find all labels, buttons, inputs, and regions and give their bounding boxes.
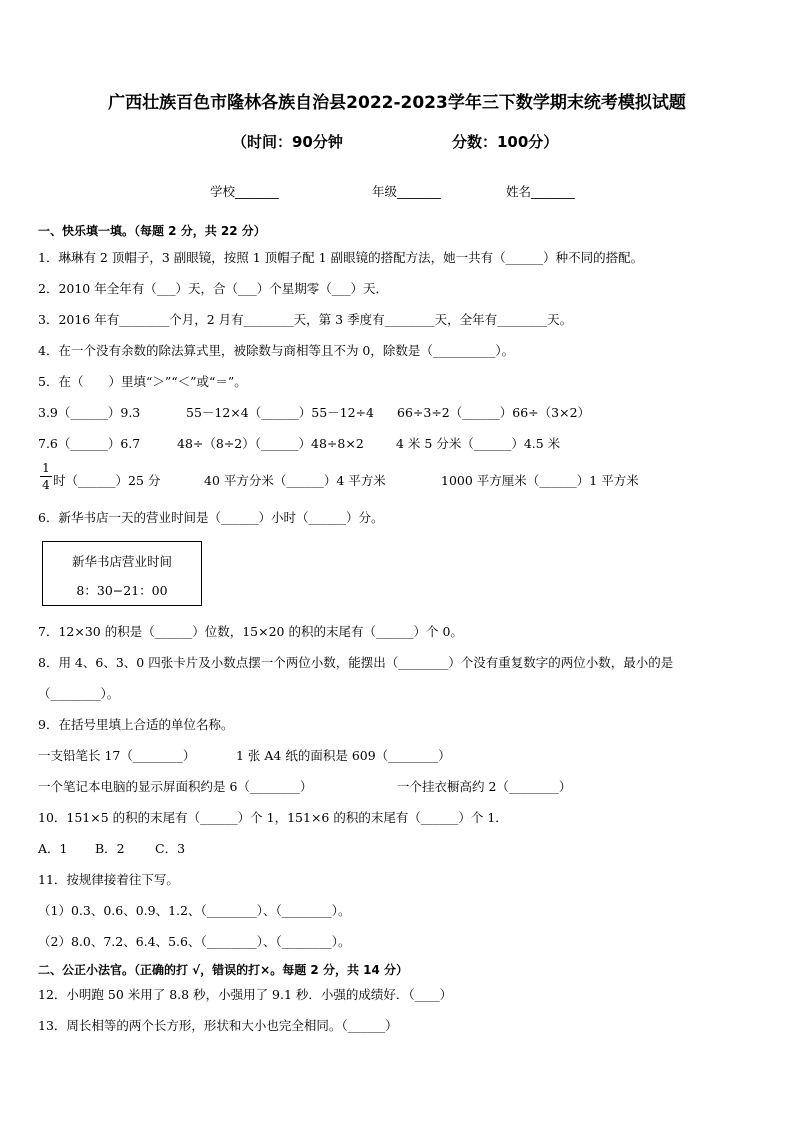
question-1: 1．琳琳有 2 顶帽子，3 副眼镜，按照 1 顶帽子配 1 副眼镜的搭配方法，她一共有（______）种不同的搭配。 <box>38 250 644 265</box>
q9-item-b: 1 张 A4 纸的面积是 609（________） <box>236 748 451 763</box>
store-hours-title: 新华书店营业时间 <box>71 554 172 569</box>
section-1-heading: 一、快乐填一填。（每题 2 分，共 22 分） <box>38 224 266 238</box>
fraction-denominator: 4 <box>42 478 50 492</box>
page-title: 广西壮族百色市隆林各族自治县2022-2023学年三下数学期末统考模拟试题 <box>108 93 686 113</box>
question-10: 10．151×5 的积的末尾有（______）个 1，151×6 的积的末尾有（______）个 1． <box>38 810 508 825</box>
q9-item-a: 一支铅笔长 17（________） <box>38 748 196 763</box>
grade-field: 年级_______ <box>372 184 441 199</box>
fraction-one-quarter <box>40 461 52 492</box>
question-2: 2．2010 年全年有（___）天，合（___）个星期零（___）天． <box>38 281 388 296</box>
name-field: 姓名_______ <box>506 184 575 199</box>
question-13: 13．周长相等的两个长方形，形状和大小也完全相同。（______） <box>38 1018 398 1033</box>
q10-option-a: A．1 <box>38 841 68 856</box>
q5-compare-2: 55－12×4（______）55－12÷4 <box>186 405 374 420</box>
question-3: 3．2016 年有________个月，2 月有________天，第 3 季度有________天，全年有________天。 <box>38 312 573 327</box>
q9-item-c: 一个笔记本电脑的显示屏面积约是 6（________） <box>38 779 313 794</box>
question-7: 7．12×30 的积是（______）位数，15×20 的积的末尾有（______）个 0。 <box>38 624 463 639</box>
q5-compare-7: 时（______）25 分 <box>53 473 161 488</box>
fraction-numerator: 1 <box>42 461 50 475</box>
question-8-line-2: （________）。 <box>38 686 120 701</box>
question-5-stem: 5．在（ ）里填“＞”“＜”或“＝”。 <box>38 374 247 389</box>
store-hours-time: 8：30−21：00 <box>76 583 168 598</box>
q5-compare-8: 40 平方分米（______）4 平方米 <box>204 473 386 488</box>
q9-item-d: 一个挂衣橱高约 2（________） <box>397 779 572 794</box>
q5-compare-1: 3.9（______）9.3 <box>38 405 141 420</box>
question-6: 6．新华书店一天的营业时间是（______）小时（______）分。 <box>38 510 384 525</box>
exam-score: 分数：100分） <box>452 133 559 151</box>
q10-option-b: B．2 <box>95 841 125 856</box>
question-4: 4．在一个没有余数的除法算式里，被除数与商相等且不为 0，除数是（__________）。 <box>38 343 515 358</box>
q5-compare-9: 1000 平方厘米（______）1 平方米 <box>441 473 639 488</box>
exam-time: （时间：90分钟 <box>232 133 343 151</box>
question-8-line-1: 8．用 4、6、3、0 四张卡片及小数点摆一个两位小数，能摆出（________）个没有重复数字的两位小数，最小的是 <box>38 655 674 670</box>
store-hours-box <box>42 541 202 606</box>
q11-sequence-2: （2）8.0、7.2、6.4、5.6、（________）、（________）。 <box>38 934 351 949</box>
q5-compare-5: 48÷（8÷2）（______）48÷8×2 <box>177 436 364 451</box>
q5-compare-6: 4 米 5 分米（______）4.5 米 <box>396 436 561 451</box>
question-9-stem: 9．在括号里填上合适的单位名称。 <box>38 717 234 732</box>
q5-compare-4: 7.6（______）6.7 <box>38 436 141 451</box>
q11-sequence-1: （1）0.3、0.6、0.9、1.2、（________）、（________）。 <box>38 903 351 918</box>
q5-compare-3: 66÷3÷2（______）66÷（3×2） <box>397 405 591 420</box>
fraction-bar <box>40 476 52 477</box>
section-2-heading: 二、公正小法官。（正确的打 √，错误的打×。每题 2 分，共 14 分） <box>38 963 408 977</box>
q10-option-c: C．3 <box>155 841 186 856</box>
question-11-stem: 11．按规律接着往下写。 <box>38 872 179 887</box>
question-12: 12．小明跑 50 米用了 8.8 秒，小强用了 9.1 秒．小强的成绩好．（____） <box>38 987 453 1002</box>
school-field: 学校_______ <box>210 184 279 199</box>
